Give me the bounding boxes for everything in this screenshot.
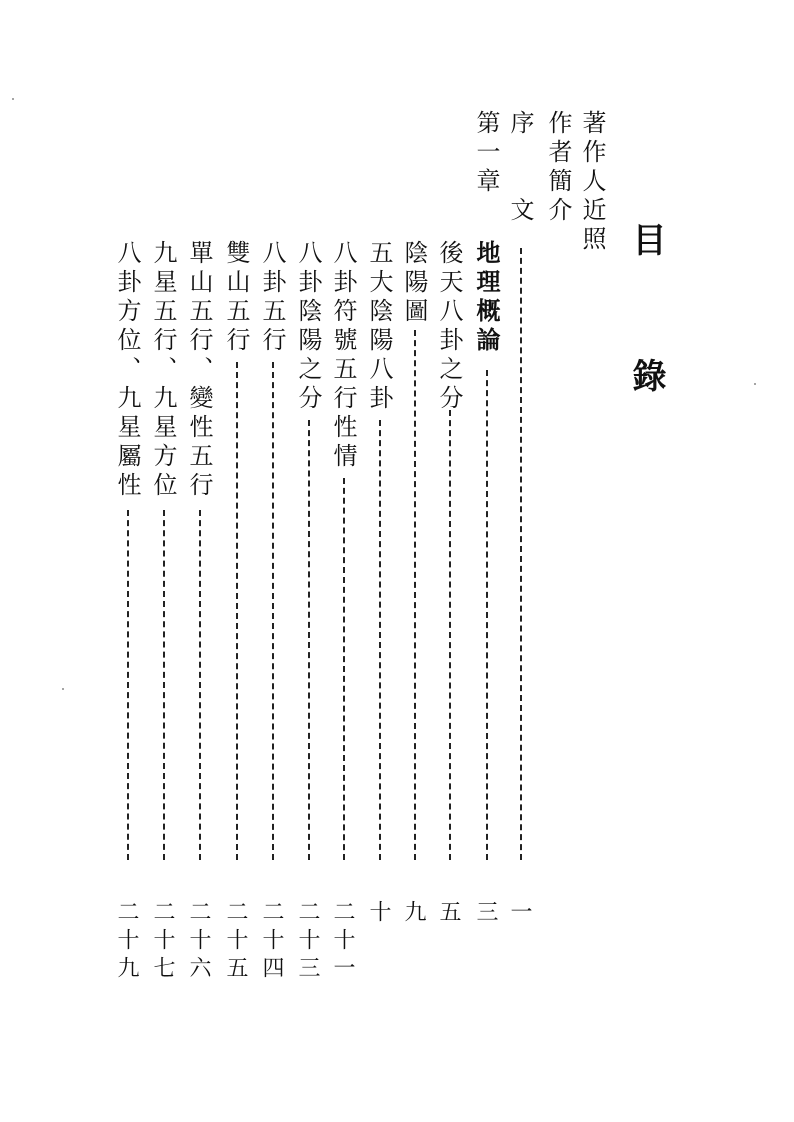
toc-leader [486,370,488,860]
toc-entry-nine-stars: 九星五行、九星方位 [149,240,177,501]
toc-page-number: 二十四 [259,900,284,984]
scan-speck [62,688,64,690]
toc-chapter-label: 第一章 [472,110,500,197]
toc-entry-preface: 序 文 [506,110,534,226]
toc-entry-double-mountain: 雙山五行 [222,240,250,356]
toc-entry-bagua-five-elements: 八卦五行 [258,240,286,356]
toc-leader [127,510,129,860]
toc-leader [343,478,345,860]
toc-entry-single-mountain: 單山五行、變性五行 [185,240,213,501]
toc-page-number: 九 [401,900,426,928]
toc-page-number: 三 [473,900,498,928]
toc-page-number: 二十一 [330,900,355,984]
toc-leader [308,420,310,860]
toc-entry-author-intro: 作者簡介 [544,110,572,226]
toc-page-number: 二十三 [295,900,320,984]
toc-leader [414,330,416,860]
toc-page-number: 二十九 [114,900,139,984]
toc-entry-author-photo: 著作人近照 [578,110,606,255]
toc-page-number: 二十五 [223,900,248,984]
heading-lu: 錄 [626,358,666,394]
toc-page-number: 二十六 [186,900,211,984]
toc-leader [520,248,522,860]
toc-leader [449,410,451,860]
toc-page-number: 二十七 [150,900,175,984]
toc-entry-five-yinyang-bagua: 五大陰陽八卦 [365,240,393,414]
toc-entry-bagua-yinyang: 八卦陰陽之分 [294,240,322,414]
heading-mu: 目 [626,222,666,258]
toc-entry-bagua-symbols: 八卦符號五行性情 [329,240,357,472]
toc-entry-yinyang-diagram: 陰陽圖 [400,240,428,327]
toc-page-number: 十 [366,900,391,928]
toc-leader [199,510,201,860]
toc-leader [379,420,381,860]
toc-entry-bagua-directions: 八卦方位、九星屬性 [113,240,141,501]
toc-leader [163,510,165,860]
scan-speck [12,98,14,100]
toc-leader [236,362,238,860]
toc-entry-later-heaven-bagua: 後天八卦之分 [435,240,463,414]
toc-entry-geomancy-overview: 地理概論 [472,240,501,356]
toc-leader [272,362,274,860]
toc-page-number: 五 [436,900,461,928]
scan-speck [754,383,756,385]
toc-page-number: 一 [507,900,532,928]
